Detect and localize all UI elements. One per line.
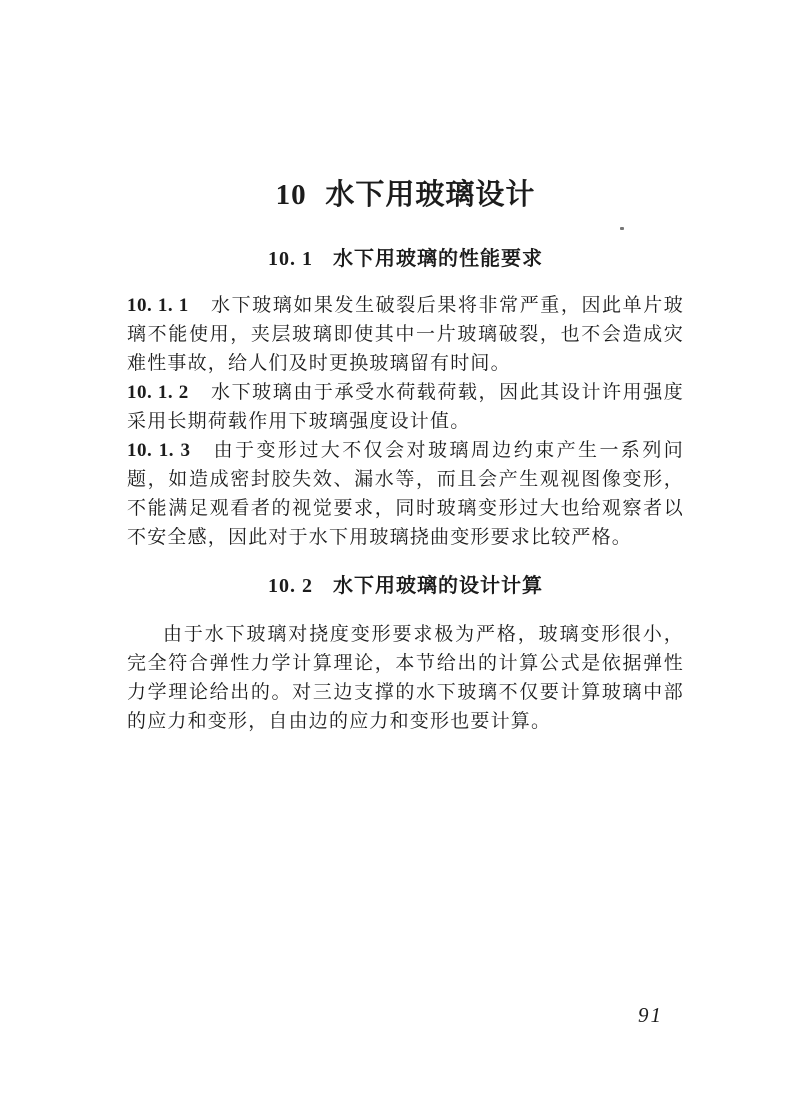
clause-number: 10. 1. 3: [127, 440, 191, 461]
clause-10-1-3: [127, 436, 684, 552]
chapter-number: 10: [275, 179, 307, 211]
clause-number: 10. 1. 2: [127, 382, 189, 403]
clause-text: 水下玻璃如果发生破裂后果将非常严重，因此单片玻璃不能使用，夹层玻璃即使其中一片玻璃破裂，也不会造成灾难性事故，给人们及时更换玻璃留有时间。: [127, 295, 684, 374]
clause-number: 10. 1. 1: [127, 295, 189, 316]
section-number: 10. 1: [268, 248, 313, 270]
clause-10-1-2: [127, 378, 684, 436]
ink-speck: [620, 227, 624, 230]
clause-10-1-1: [127, 291, 684, 378]
section-title: 水下用玻璃的设计计算: [333, 575, 543, 597]
clause-text: 水下玻璃由于承受水荷载荷载，因此其设计许用强度采用长期荷载作用下玻璃强度设计值。: [127, 382, 684, 432]
section-heading-10-2: [127, 574, 684, 598]
section-number: 10. 2: [268, 575, 313, 597]
section-title: 水下用玻璃的性能要求: [333, 248, 543, 270]
page-content: [127, 0, 684, 736]
chapter-heading: [127, 178, 684, 212]
body-paragraph: 由于水下玻璃对挠度变形要求极为严格，玻璃变形很小，完全符合弹性力学计算理论，本节给出的计算公式是依据弹性力学理论给出的。对三边支撑的水下玻璃不仅要计算玻璃中部的应力和变形，自由边的应力和变形也要计算。: [127, 624, 684, 732]
chapter-title: 水下用玻璃设计: [325, 179, 536, 211]
section-heading-10-1: [127, 247, 684, 271]
clause-text: 由于变形过大不仅会对玻璃周边约束产生一系列问题，如造成密封胶失效、漏水等，而且会产生观视图像变形，不能满足观看者的视觉要求，同时玻璃变形过大也给观察者以不安全感，因此对于水下用玻璃挠曲变形要求比较严格。: [127, 440, 685, 548]
page-number: 91: [638, 1003, 663, 1027]
